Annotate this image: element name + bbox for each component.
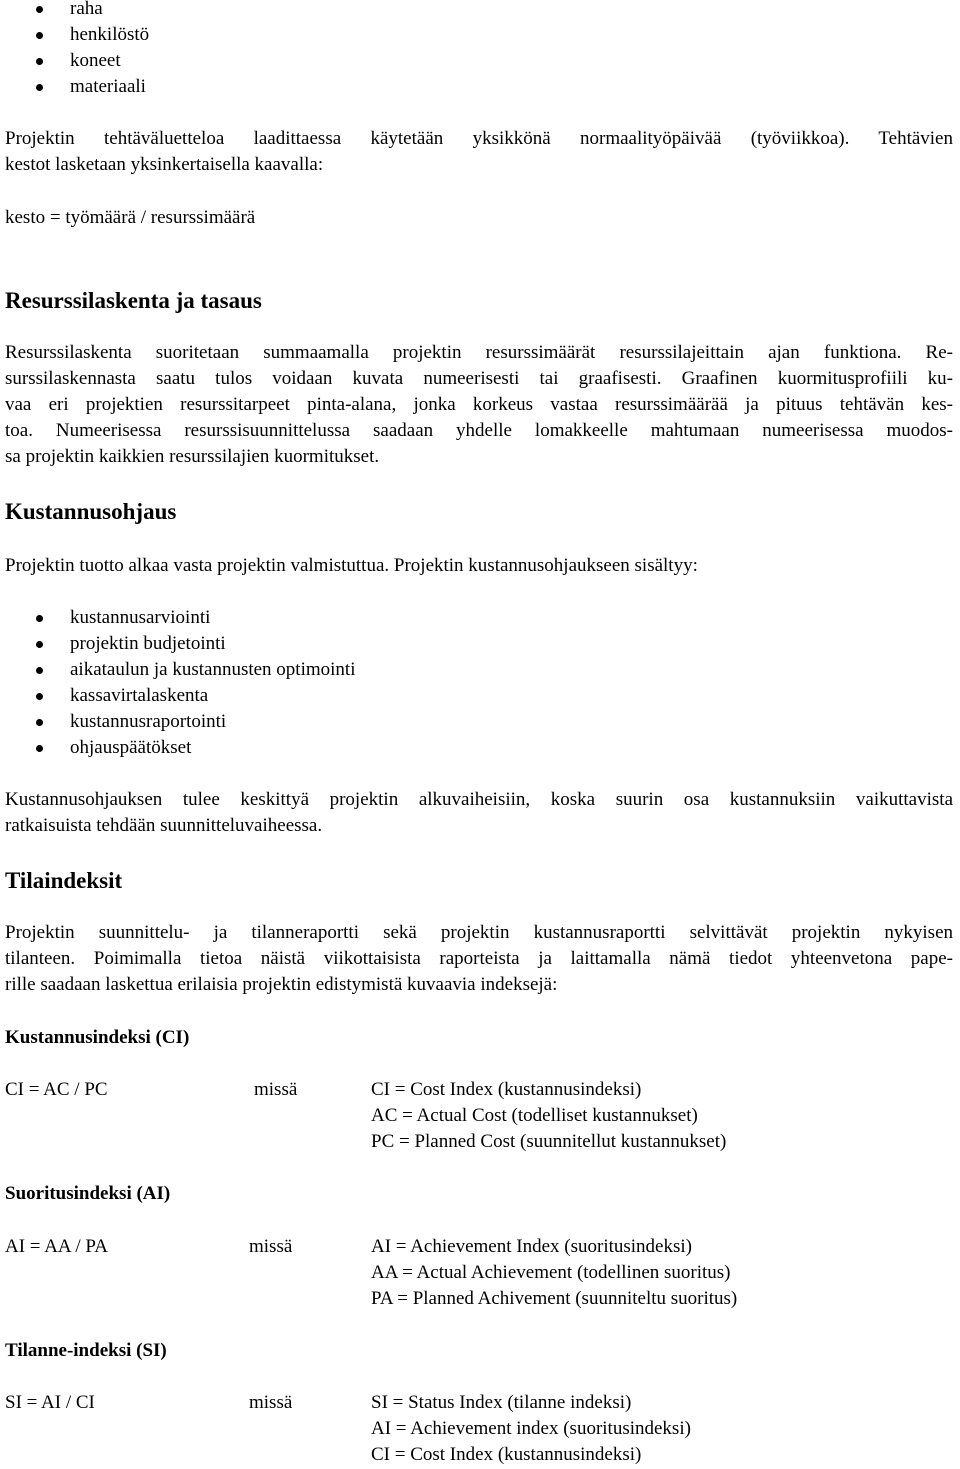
- resource-heading: Resurssilaskenta ja tasaus: [5, 288, 262, 313]
- si-formula: SI = AI / CI: [5, 1392, 95, 1413]
- bullet-icon: [36, 641, 43, 648]
- resource-paragraph: Resurssilaskenta suoritetaan summaamalla projektin resurssimäärät resurssilajeittain ajan funktiona. Re- surssilaskennasta saatu tulos voidaan kuvata numeerisesti tai graafisesti. Graafinen kuormitusprofiili ku- vaa eri projektien resurssitarpeet pinta-alana, jonka korkeus vastaa resurssimäärää ja pituus tehtävän kes- toa. Numeerisessa resurssisuunnittelussa saadaan yhdelle lomakkeelle mahtumaan numeerisessa muodos- sa projektin kaikkien resurssilajien kuormitukset.: [5, 342, 953, 467]
- list-item: materiaali: [0, 74, 149, 100]
- duration-formula: kesto = työmäärä / resurssimäärä: [5, 207, 256, 228]
- bullet-icon: [36, 6, 43, 13]
- si-def: AI = Achievement index (suoritusindeksi): [371, 1418, 691, 1439]
- si-def: CI = Cost Index (kustannusindeksi): [371, 1444, 642, 1465]
- ai-where: missä: [249, 1236, 293, 1257]
- bullet-icon: [36, 32, 43, 39]
- cost-closing-paragraph: Kustannusohjauksen tulee keskittyä projektin alkuvaiheisiin, koska suurin osa kustannuksiin vaikuttavista ratkaisuista tehdään suunnitteluvaiheessa.: [5, 789, 953, 836]
- list-item: raha: [0, 0, 149, 22]
- bullet-icon: [36, 615, 43, 622]
- list-item: kassavirtalaskenta: [0, 683, 355, 709]
- ci-where: missä: [254, 1079, 298, 1100]
- bullet-icon: [36, 667, 43, 674]
- list-item: aikataulun ja kustannusten optimointi: [0, 657, 355, 683]
- resource-bullet-list: [0, 0, 149, 100]
- ci-heading: Kustannusindeksi (CI): [5, 1027, 190, 1048]
- si-heading: Tilanne-indeksi (SI): [5, 1340, 167, 1361]
- ci-def: CI = Cost Index (kustannusindeksi): [371, 1079, 642, 1100]
- si-where: missä: [249, 1392, 293, 1413]
- list-item: ohjauspäätökset: [0, 735, 355, 761]
- list-item: kustannusarviointi: [0, 605, 355, 631]
- index-paragraph: Projektin suunnittelu- ja tilanneraportti sekä projektin kustannusraportti selvittävät projektin nykyisen tilanteen. Poimimalla tietoa näistä viikottaisista raporteista ja laittamalla nämä tiedot yhteenvetona pape- rille saadaan laskettua erilaisia projektin edistymistä kuvaavia indeksejä:: [5, 922, 953, 995]
- ai-formula: AI = AA / PA: [5, 1236, 108, 1257]
- ci-def: PC = Planned Cost (suunnitellut kustannukset): [371, 1131, 727, 1152]
- cost-bullet-list: [0, 605, 355, 761]
- ai-def: PA = Planned Achivement (suunniteltu suoritus): [371, 1288, 738, 1309]
- list-item: kustannusraportointi: [0, 709, 355, 735]
- index-heading: Tilaindeksit: [5, 868, 123, 893]
- bullet-icon: [36, 58, 43, 65]
- cost-intro: Projektin tuotto alkaa vasta projektin valmistuttua. Projektin kustannusohjaukseen sisältyy:: [5, 555, 698, 576]
- bullet-icon: [36, 719, 43, 726]
- si-def: SI = Status Index (tilanne indeksi): [371, 1392, 632, 1413]
- bullet-icon: [36, 745, 43, 752]
- list-item: henkilöstö: [0, 22, 149, 48]
- intro-paragraph: Projektin tehtäväluetteloa laadittaessa käytetään yksikkönä normaalityöpäivää (työviikkoa). Tehtävien kestot lasketaan yksinkertaisella kaavalla:: [5, 128, 953, 175]
- ai-heading: Suoritusindeksi (AI): [5, 1183, 171, 1204]
- bullet-icon: [36, 84, 43, 91]
- list-item: projektin budjetointi: [0, 631, 355, 657]
- bullet-icon: [36, 693, 43, 700]
- ci-def: AC = Actual Cost (todelliset kustannukset): [371, 1105, 698, 1126]
- ai-def: AA = Actual Achievement (todellinen suoritus): [371, 1262, 731, 1283]
- ci-formula: CI = AC / PC: [5, 1079, 108, 1100]
- ai-def: AI = Achievement Index (suoritusindeksi): [371, 1236, 692, 1257]
- list-item: koneet: [0, 48, 149, 74]
- cost-heading: Kustannusohjaus: [5, 499, 177, 524]
